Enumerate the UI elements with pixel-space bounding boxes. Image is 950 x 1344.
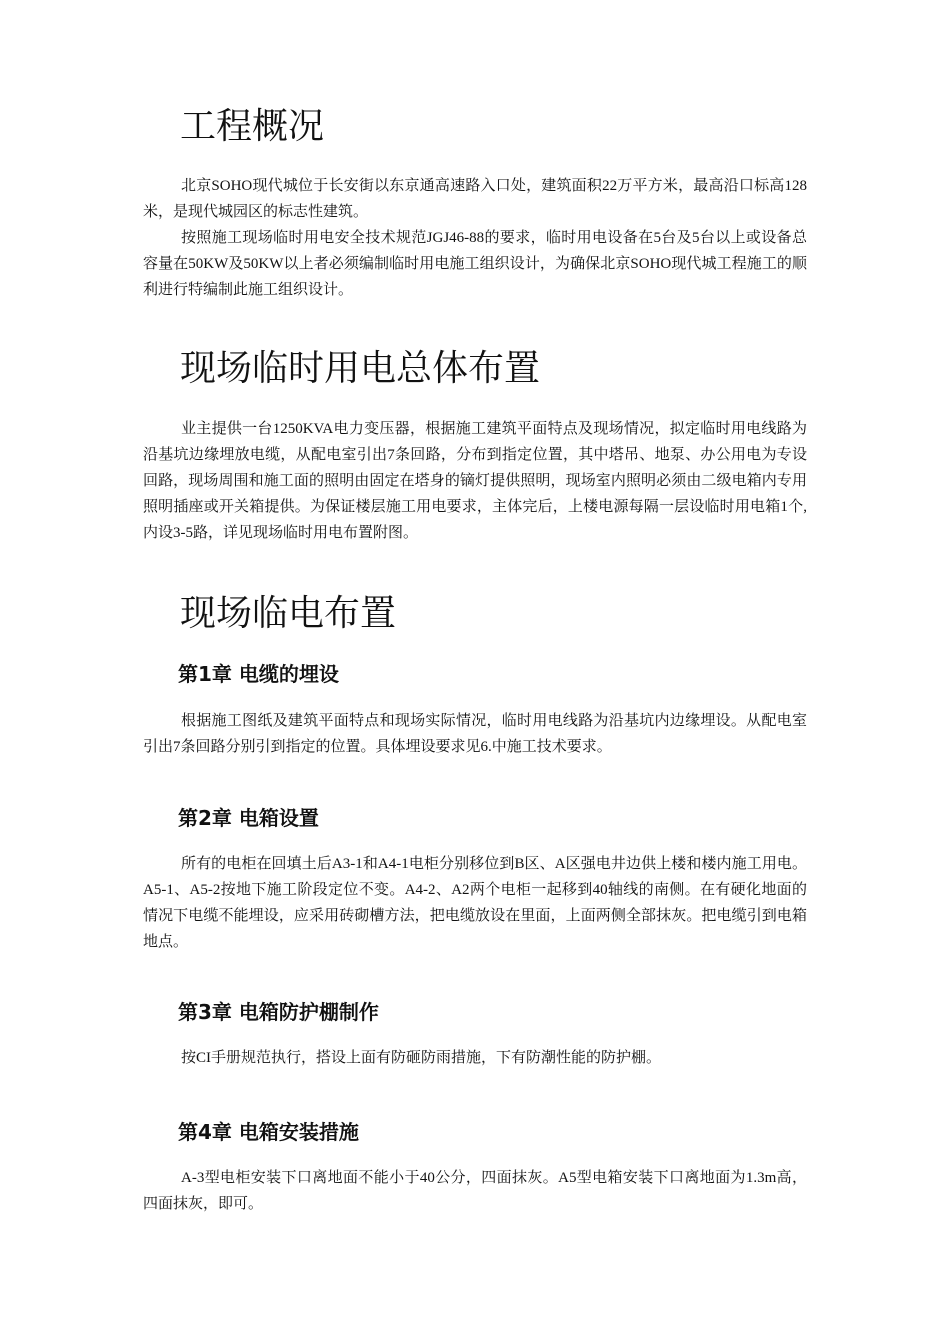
chapter-3-title: 第3章 电箱防护棚制作 (178, 1000, 379, 1024)
section-heading-site-layout: 现场临电布置 (180, 593, 397, 634)
chapter-1-title: 第1章 电缆的埋设 (178, 662, 339, 686)
chapter-4-title: 第4章 电箱安装措施 (178, 1120, 359, 1144)
chapter-1-text: 根据施工图纸及建筑平面特点和现场实际情况，临时用电线路为沿基坑内边缘埋设。从配电室引出7条回路分别引到指定的位置。具体埋设要求见6.中施工技术要求。 (143, 713, 807, 755)
general-layout-paragraph: 业主提供一台1250KVA电力变压器，根据施工建筑平面特点及现场情况，拟定临时用电线路为沿基坑边缘埋放电缆，从配电室引出7条回路，分布到指定位置，其中塔吊、地泵、办公用电为专设回路，现场周围和施工面的照明由固定在塔身的镝灯提供照明，现场室内照明必须由二级电箱内专用照明插座或开关箱提供。为保证楼层施工用电要求，主体完后，上楼电源每隔一层设临时用电箱1个,内设3-5路，详见现场临时用电布置附图。 (143, 421, 807, 541)
overview-paragraph-1: 北京SOHO现代城位于长安街以东京通高速路入口处，建筑面积22万平方米，最高沿口标高128米，是现代城园区的标志性建筑。 (143, 178, 807, 220)
chapter-2-title: 第2章 电箱设置 (178, 806, 319, 830)
chapter-4-text: A-3型电柜安装下口离地面不能小于40公分，四面抹灰。A5型电箱安装下口离地面为1.3m高，四面抹灰，即可。 (143, 1170, 807, 1212)
section-heading-overview: 工程概况 (180, 106, 325, 147)
section-heading-general-layout: 现场临时用电总体布置 (180, 348, 541, 389)
chapter-2-text: 所有的电柜在回填土后A3-1和A4-1电柜分别移位到B区、A区强电井边供上楼和楼内施工用电。A5-1、A5-2按地下施工阶段定位不变。A4-2、A2两个电柜一起移到40轴线的南侧。在有硬化地面的情况下电缆不能埋设，应采用砖砌槽方法，把电缆放设在里面，上面两侧全部抹灰。把电缆引到电箱地点。 (143, 856, 807, 950)
chapter-3-text: 按CI手册规范执行，搭设上面有防砸防雨措施，下有防潮性能的防护棚。 (181, 1050, 662, 1066)
overview-paragraph-2: 按照施工现场临时用电安全技术规范JGJ46-88的要求，临时用电设备在5台及5台以上或设备总容量在50KW及50KW以上者必须编制临时用电施工组织设计，为确保北京SOHO现代城工程施工的顺利进行特编制此施工组织设计。 (143, 230, 807, 298)
